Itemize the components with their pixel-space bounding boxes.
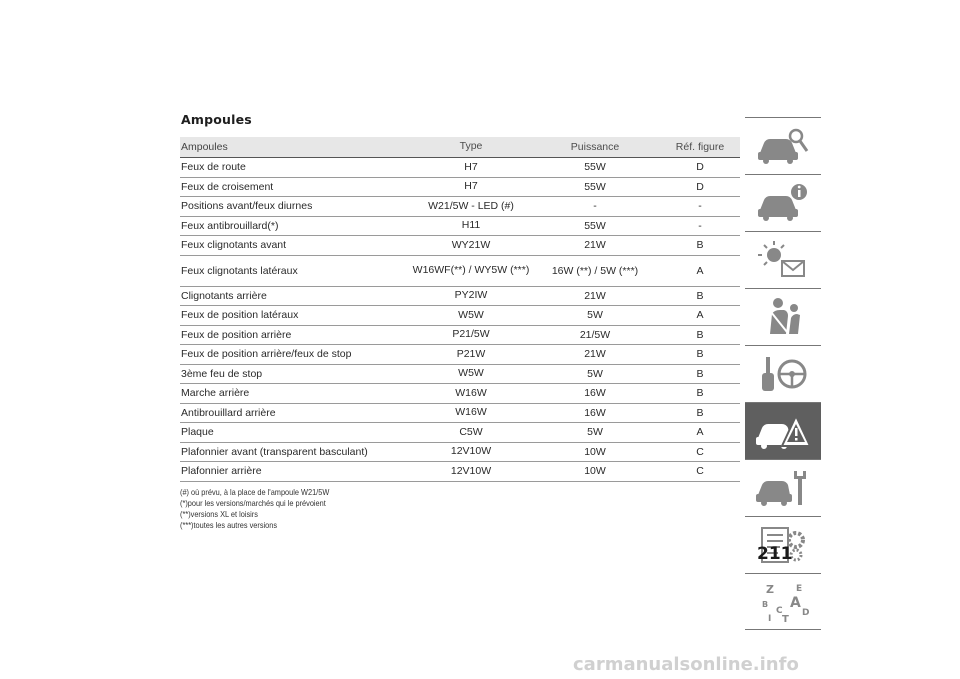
- tab-maintenance[interactable]: [745, 459, 821, 516]
- bulb-type-cell: W16WF(**) / WY5W (***): [412, 263, 530, 276]
- bulb-type-cell: W16W: [455, 386, 487, 399]
- figure-ref-cell: -: [698, 219, 702, 232]
- index-letter: B: [762, 599, 769, 609]
- bulb-type-cell: H7: [464, 160, 478, 173]
- bulb-power-cell: 55W: [584, 161, 606, 174]
- bulb-type-cell: W16W: [455, 406, 487, 418]
- bulb-type-cell: 12V10W: [450, 445, 492, 457]
- bulb-name-cell: Marche arrière: [181, 387, 250, 400]
- bulb-power-cell: 16W: [584, 387, 606, 400]
- table-row: [180, 178, 740, 198]
- header-bulb: Ampoules: [181, 141, 228, 153]
- bulb-name-cell: Feux de croisement: [181, 180, 274, 193]
- bulb-type-cell: 12V10W: [450, 464, 492, 477]
- table-row: [180, 345, 740, 365]
- figure-ref-cell: B: [696, 328, 704, 341]
- footnote: (#) où prévu, à la place de l'ampoule W21/5W: [180, 488, 330, 497]
- footnote: (*)pour les versions/marchés qui le prévoient: [180, 499, 326, 508]
- alphabet-index-icon: [754, 579, 812, 625]
- bulb-name-cell: Plafonnier avant (transparent basculant): [181, 445, 368, 458]
- index-letter: C: [776, 605, 783, 616]
- table-row: [180, 365, 740, 385]
- car-search-icon: [754, 123, 812, 169]
- bulb-power-cell: 10W: [584, 445, 606, 458]
- bulb-power-cell: 16W (**) / 5W (***): [551, 264, 639, 277]
- bulb-name-cell: Feux de position arrière: [181, 328, 292, 341]
- index-letter: I: [768, 613, 772, 624]
- page-number: 211: [757, 544, 793, 564]
- header-type: Type: [459, 140, 483, 153]
- bulb-type-cell: H11: [461, 219, 481, 231]
- table-row: [180, 306, 740, 326]
- bulb-power-cell: 5W: [587, 309, 603, 322]
- bulb-name-cell: Feux de route: [181, 161, 246, 174]
- figure-ref-cell: B: [696, 387, 704, 400]
- bulb-power-cell: 21W: [584, 289, 606, 302]
- watermark: carmanualsonline.info: [573, 654, 799, 675]
- figure-ref-cell: B: [696, 348, 704, 361]
- section-title: Ampoules: [181, 112, 252, 127]
- table-row: [180, 287, 740, 307]
- table-row: [180, 404, 740, 424]
- bulb-name-cell: Clignotants arrière: [181, 289, 267, 302]
- bulb-name-cell: Plafonnier arrière: [181, 465, 262, 478]
- header-ref: Réf. figure: [675, 141, 725, 153]
- tab-car-info[interactable]: [745, 174, 821, 231]
- bulb-name-cell: Plaque: [181, 426, 214, 439]
- key-steering-wheel-icon: [754, 351, 812, 397]
- tab-safety[interactable]: [745, 288, 821, 345]
- bulb-power-cell: 21/5W: [579, 328, 611, 341]
- tab-emergency[interactable]: [745, 402, 821, 459]
- bulb-power-cell: 10W: [584, 465, 606, 478]
- index-letter: T: [782, 613, 789, 625]
- bulb-type-cell: C5W: [459, 425, 483, 438]
- bulb-type-cell: W21/5W - LED (#): [428, 199, 514, 212]
- header-power: Puissance: [570, 141, 620, 153]
- bulb-table: [180, 137, 740, 482]
- figure-ref-cell: C: [696, 465, 704, 478]
- bulb-power-cell: 55W: [584, 180, 606, 193]
- figure-ref-cell: D: [696, 161, 704, 174]
- bulb-type-cell: W5W: [458, 367, 484, 379]
- figure-ref-cell: A: [696, 309, 704, 322]
- bulb-name-cell: Feux de position arrière/feux de stop: [181, 348, 352, 361]
- bulb-name-cell: 3ème feu de stop: [181, 367, 263, 380]
- bulb-type-cell: H7: [464, 180, 478, 192]
- figure-ref-cell: B: [696, 406, 704, 419]
- index-letter: Z: [766, 582, 774, 596]
- lights-message-icon: [754, 237, 812, 283]
- table-row: [180, 256, 740, 287]
- car-warning-triangle-icon: [754, 408, 812, 454]
- tab-car-search[interactable]: [745, 117, 821, 174]
- table-row: [180, 158, 740, 178]
- figure-ref-cell: A: [696, 426, 704, 439]
- car-wrench-icon: [754, 465, 812, 511]
- figure-ref-cell: B: [696, 239, 704, 252]
- figure-ref-cell: D: [696, 180, 704, 193]
- index-letter: E: [796, 583, 803, 594]
- bulb-power-cell: 5W: [587, 367, 603, 380]
- footnote: (**)versions XL et loisirs: [180, 510, 258, 519]
- table-row: [180, 236, 740, 256]
- bulb-name-cell: Antibrouillard arrière: [181, 406, 276, 419]
- tab-lights-messages[interactable]: [745, 231, 821, 288]
- table-row: [180, 197, 740, 217]
- bulb-power-cell: -: [593, 200, 597, 213]
- bulb-type-cell: PY2IW: [454, 289, 488, 301]
- figure-ref-cell: A: [696, 264, 704, 277]
- footnote: (***)toutes les autres versions: [180, 521, 278, 530]
- bulb-name-cell: Feux clignotants latéraux: [181, 264, 298, 277]
- bulb-type-cell: W5W: [458, 308, 484, 321]
- bulb-name-cell: Feux antibrouillard(*): [181, 219, 279, 232]
- table-row: [180, 384, 740, 404]
- bulb-type-cell: WY21W: [451, 238, 491, 251]
- bulb-power-cell: 21W: [584, 348, 606, 361]
- table-row: [180, 443, 740, 463]
- index-letter: A: [790, 594, 801, 611]
- figure-ref-cell: B: [696, 367, 704, 380]
- bulb-power-cell: 16W: [584, 406, 606, 419]
- seat-belt-person-icon: [754, 294, 812, 340]
- footnotes: [180, 487, 329, 531]
- bulb-name-cell: Positions avant/feux diurnes: [181, 200, 313, 213]
- table-row: [180, 326, 740, 346]
- figure-ref-cell: B: [696, 289, 704, 302]
- tab-index[interactable]: [745, 573, 821, 630]
- figure-ref-cell: -: [698, 200, 702, 213]
- bulb-type-cell: P21/5W: [452, 328, 490, 340]
- index-letter: D: [802, 607, 810, 618]
- table-row: [180, 462, 740, 482]
- table-row: [180, 423, 740, 443]
- bulb-name-cell: Feux de position latéraux: [181, 309, 299, 322]
- bulb-type-cell: P21W: [456, 347, 486, 360]
- car-info-icon: [754, 180, 812, 226]
- bulb-power-cell: 21W: [584, 239, 606, 252]
- table-header: [180, 137, 740, 158]
- bulb-power-cell: 5W: [587, 426, 603, 439]
- bulb-name-cell: Feux clignotants avant: [181, 239, 287, 252]
- tab-starting-driving[interactable]: [745, 345, 821, 402]
- figure-ref-cell: C: [696, 445, 704, 458]
- table-row: [180, 217, 740, 237]
- bulb-power-cell: 55W: [584, 219, 606, 232]
